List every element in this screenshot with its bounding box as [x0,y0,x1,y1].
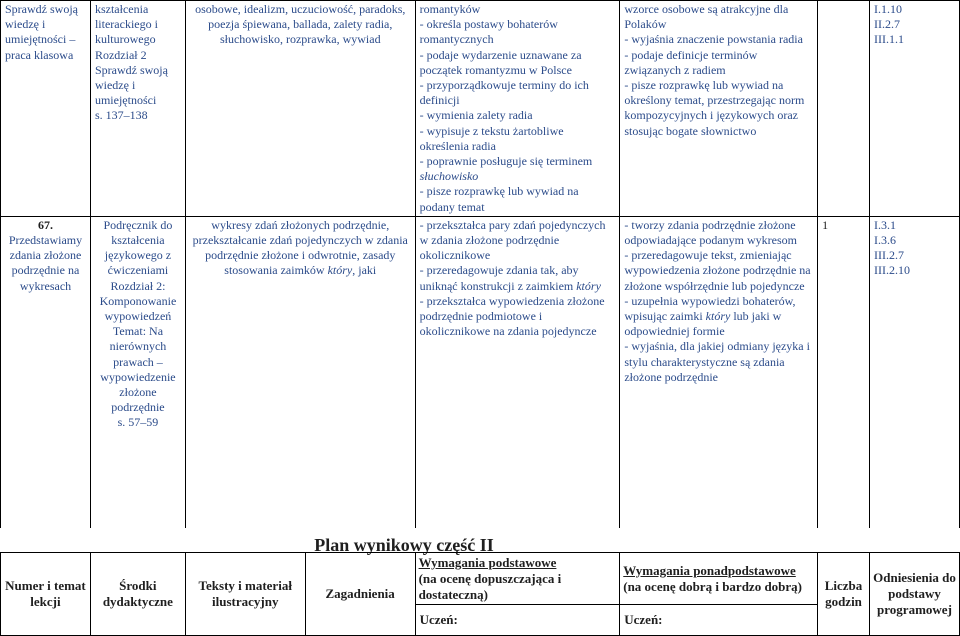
advanced-text: - tworzy zdania podrzędnie złożone odpowiadające podanym wykresom - przeredagowuje tekst, zmieniając wypowiedzenia złożone podrzędnie na złożone współrzędnie lub pojedyncze - uzupełnia wypowiedzi bohaterów, wpisując zaimki [624,217,811,324]
lesson-cell [1,216,91,533]
page-title: Plan wynikowy część II [314,535,494,555]
content-text: wykresy zdań złożonych podrzędnie, przekształcanie zdań pojedynczych w zdania podrzędnie złożone i odwrotnie, zasady stosowania zaimków [192,217,408,278]
basic-italic-text: słuchowisko [419,169,479,184]
student-label-advanced: Uczeń: [620,605,818,636]
lesson-number: 67. [37,217,53,232]
header-hours: Liczba godzin [818,553,870,636]
header-basic-sub: (na ocenę dopuszczająca i dostateczną) [418,570,562,602]
basic-italic: który [576,278,601,293]
header-adv-title: Wymagania ponadpodstawowe [623,562,796,578]
student-label-basic: Uczeń: [415,605,620,636]
refs-cell [870,1,960,217]
header-basic [415,553,620,605]
refs-text: I.3.1 I.3.6 III.2.7 III.2.10 [874,217,911,278]
means-cell [90,216,185,533]
plan-table-header [0,552,960,636]
header-advanced [620,553,818,605]
refs-text: I.1.10 II.2.7 III.1.1 [874,2,905,47]
basic-cell [415,1,620,217]
header-adv-sub: (na ocenę dobrą i bardzo dobrą) [623,578,802,594]
hours-text: 1 [822,217,829,232]
hours-cell [818,216,870,533]
basic-cell [415,216,620,533]
header-lesson: Numer i temat lekcji [1,553,91,636]
content-post: , jaki [352,263,377,278]
header-texts: Teksty i materiał ilustracyjny [185,553,305,636]
header-refs: Odniesienia do podstawy programowej [869,553,959,636]
lesson-text: Przedstawiamy zdania złożone podrzędnie na wykresach [8,233,83,293]
basic-text: - przekształca pary zdań pojedynczych w zdania złożone podrzędnie okolicznikowe - przeredagowuje zdania tak, aby uniknąć konstrukcji z zaimkiem [419,217,606,293]
header-row [1,553,960,605]
table-row [1,1,960,217]
header-basic-title: Wymagania podstawowe [418,554,557,570]
advanced-post: lub jaki w odpowiedniej formie - wyjaśnia, dla jakiej odmiany języka i stylu charakterystyczne są zdania złożone podrzędnie [624,309,810,384]
content-cell [185,1,415,217]
refs-cell [870,216,960,533]
header-topics: Zagadnienia [305,553,415,636]
basic-tail-text: - pisze rozprawkę lub wywiad na podany temat [419,184,579,214]
advanced-cell [620,216,818,533]
header-means: Środki dydaktyczne [90,553,185,636]
basic-text: romantyków - określa postawy bohaterów romantycznych - podaje wydarzenie uznawane za początek romantyzmu w Polsce - przyporządkowuje terminy do ich definicji - wymienia zalety radia - wypisuje z tekstu żartobliwe określenia radia - poprawnie posługuje się terminem [419,2,593,169]
content-cell [185,216,415,533]
content-italic: który [327,263,353,278]
advanced-italic: który [705,309,731,324]
content-text: osobowe, idealizm, uczuciowość, paradoks, poezja śpiewana, ballada, zalety radia, słuchowisko, rozprawka, wywiad [195,2,406,47]
lesson-text: Sprawdź swoją wiedzę i umiejętności – praca klasowa [5,2,78,62]
means-cell [90,1,185,217]
means-text: Podręcznik do kształcenia językowego z ćwiczeniami Rozdział 2: Komponowanie wypowiedzeń Temat: Na nierównych prawach – wypowiedzenie złożone podrzędnie s. 57–59 [99,217,177,430]
lesson-cell [1,1,91,217]
advanced-text: wzorce osobowe są atrakcyjne dla Polaków - wyjaśnia znaczenie powstania radia - podaje definicje terminów związanych z radiem - pisze rozprawkę lub wywiad na określony temat, przestrzegając norm kompozycyjnych i językowych oraz stosując bogate słownictwo [624,2,805,138]
hours-cell [818,1,870,217]
table-row [1,216,960,533]
basic-post: - przekształca wypowiedzenia złożone podrzędnie podmiotowe i okolicznikowe na zdania pojedyncze [419,293,605,339]
means-text: kształcenia literackiego i kulturowego Rozdział 2 Sprawdź swoją wiedzę i umiejętności s. 137–138 [94,2,168,123]
advanced-cell [620,1,818,217]
